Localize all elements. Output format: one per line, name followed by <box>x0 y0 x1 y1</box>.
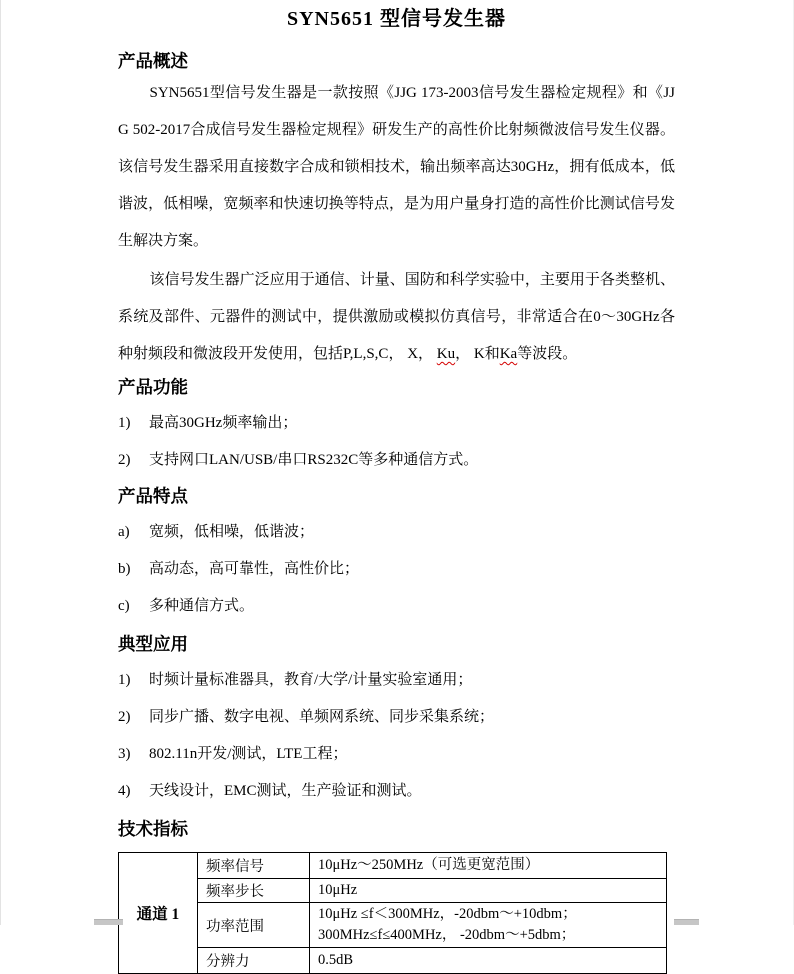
list-item-text: 多种通信方式。 <box>149 598 255 614</box>
list-item-text: 802.11n开发/测试，LTE工程； <box>149 746 348 762</box>
functions-list <box>118 405 675 479</box>
table-row <box>119 948 667 974</box>
spellchecked-word-ka: Ka <box>499 346 518 362</box>
section-heading-functions: 产品功能 <box>118 377 188 397</box>
param-cell: 频率信号 <box>198 853 310 879</box>
value-cell <box>310 903 667 948</box>
param-cell: 分辨力 <box>198 948 310 974</box>
param-cell: 频率步长 <box>198 879 310 903</box>
section-heading-applications: 典型应用 <box>118 634 188 654</box>
list-item <box>118 551 675 588</box>
features-list <box>118 514 675 625</box>
value-cell <box>310 879 667 903</box>
overview-paragraph-1: SYN5651型信号发生器是一款按照《JJG 173-2003信号发生器检定规程》和《JJG 502-2017合成信号发生器检定规程》研发生产的高性价比射频微波信号发生仪器。该信号发生器采用直接数字合成和锁相技术，输出频率高达30GHz，拥有低成本，低谐波，低相噪，宽频率和快速切换等特点，是为用户量身打造的高性价比测试信号发生解决方案。 <box>118 85 675 249</box>
section-heading-specs: 技术指标 <box>118 819 188 839</box>
list-item <box>118 699 675 736</box>
list-item-marker: 2) <box>118 709 131 725</box>
value-line: 10μHz ≤f＜300MHz，-20dbm～+10dbm； <box>318 906 577 922</box>
list-item-marker: 2) <box>118 452 131 468</box>
list-item-text: 同步广播、数字电视、单频网系统、同步采集系统； <box>149 709 495 725</box>
table-row <box>119 853 667 879</box>
list-item <box>118 405 675 442</box>
page-content <box>1 0 793 974</box>
table-row <box>119 879 667 903</box>
page-title: SYN5651 型信号发生器 <box>286 8 506 30</box>
list-item-text: 时频计量标准器具，教育/大学/计量实验室通用； <box>149 672 473 688</box>
overview-paragraph-2-mid: ， K和 <box>455 346 500 362</box>
section-heading-overview: 产品概述 <box>118 51 188 71</box>
table-row <box>119 903 667 948</box>
value-cell <box>310 853 667 879</box>
list-item-marker: 1) <box>118 672 131 688</box>
list-item <box>118 442 675 479</box>
list-item-marker: c) <box>118 598 130 614</box>
overview-paragraph-2 <box>118 262 675 373</box>
value-line: 300MHz≤f≤400MHz， -20dbm～+5dbm； <box>318 927 576 943</box>
list-item-text: 支持网口LAN/USB/串口RS232C等多种通信方式。 <box>149 452 479 468</box>
value-line: 10μHz <box>318 882 358 898</box>
channel-cell: 通道 1 <box>119 853 198 974</box>
list-item <box>118 588 675 625</box>
value-line: 10μHz～250MHz（可选更宽范围） <box>318 857 540 873</box>
value-cell <box>310 948 667 974</box>
list-item-text: 天线设计，EMC测试，生产验证和测试。 <box>149 783 422 799</box>
param-cell: 功率范围 <box>198 903 310 948</box>
list-item <box>118 736 675 773</box>
list-item-marker: a) <box>118 524 130 540</box>
list-item-text: 高动态，高可靠性，高性价比； <box>149 561 360 577</box>
list-item <box>118 773 675 810</box>
overview-paragraph-2-text: 该信号发生器广泛应用于通信、计量、国防和科学实验中，主要用于各类整机、系统及部件、元器件的测试中，提供激励或模拟仿真信号，非常适合在0～30GHz各种射频段和微波段开发使用，包括P,L,S,C， X， <box>118 272 675 362</box>
list-item-marker: 1) <box>118 415 131 431</box>
list-item-text: 最高30GHz频率输出； <box>149 415 298 431</box>
section-heading-features: 产品特点 <box>118 486 188 506</box>
overview-paragraph-2-end: 等波段。 <box>517 346 578 362</box>
list-item <box>118 662 675 699</box>
list-item-text: 宽频，低相噪，低谐波； <box>149 524 315 540</box>
specs-table <box>118 852 667 974</box>
list-item <box>118 514 675 551</box>
list-item-marker: 3) <box>118 746 131 762</box>
value-line: 0.5dB <box>318 952 354 968</box>
list-item-marker: 4) <box>118 783 131 799</box>
spellchecked-word-ku: Ku <box>436 346 456 362</box>
page-bottom-handle-right <box>674 919 699 925</box>
applications-list <box>118 662 675 810</box>
page-bottom-handle-left <box>94 919 123 925</box>
list-item-marker: b) <box>118 561 131 577</box>
